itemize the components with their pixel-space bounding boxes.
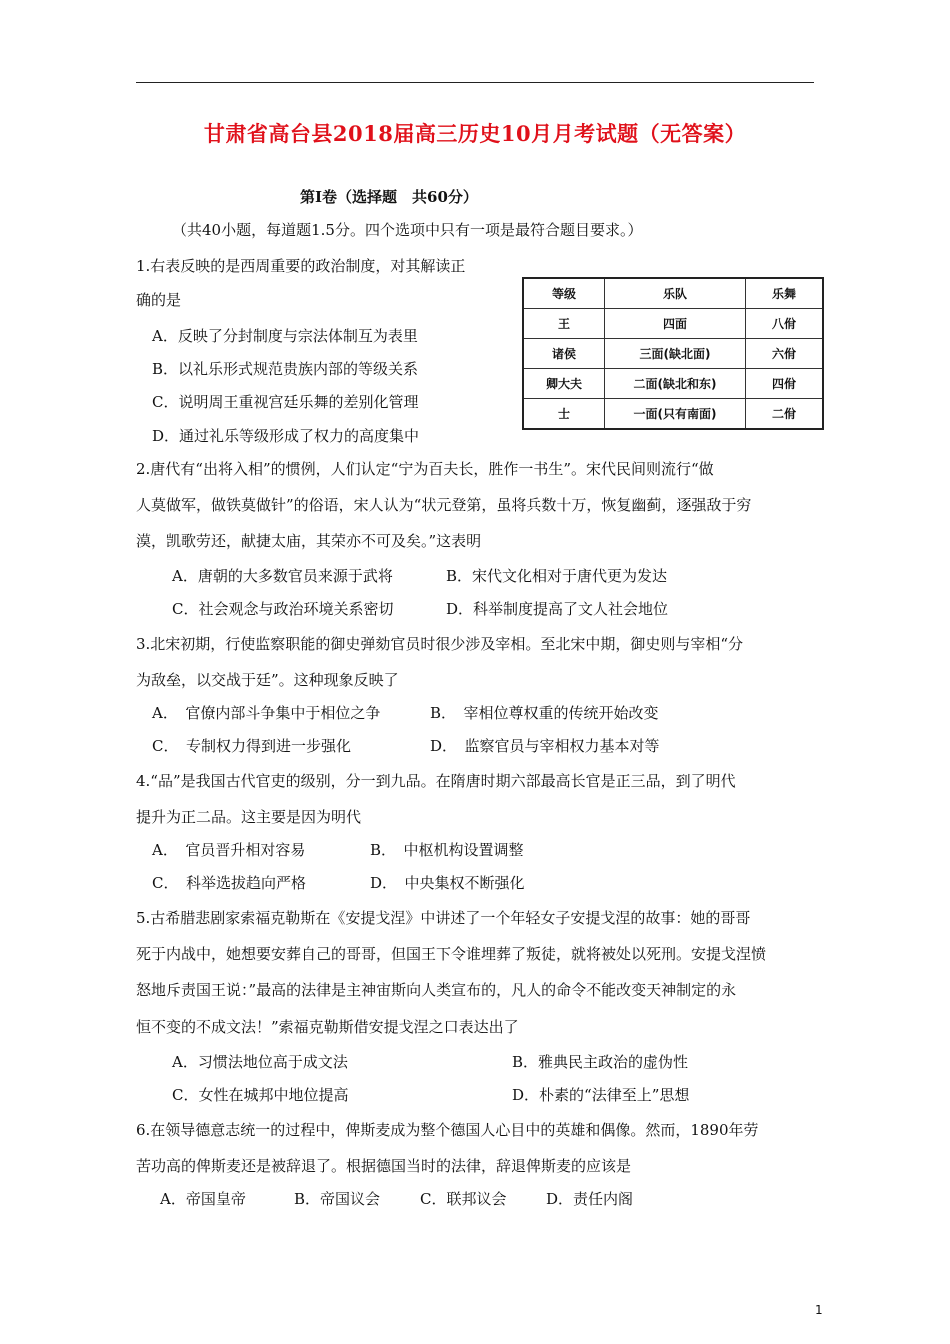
q2-option-d: D．科举制度提高了文人社会地位 [446,600,669,618]
q1-option-c: C．说明周王重视宫廷乐舞的差别化管理 [152,393,419,411]
q3-option-c: C． 专制权力得到进一步强化 [152,737,351,755]
q5-stem-line4: 恒不变的不成文法！”索福克勒斯借安提戈涅之口表达出了 [136,1018,519,1036]
q3-option-d: D． 监察官员与宰相权力基本对等 [430,737,660,755]
table-row [523,339,823,369]
q2-stem-line2: 人莫做军，做铁莫做针”的俗语，宋人认为“状元登第，虽将兵数十万，恢复幽蓟，逐强敌于穷 [136,496,752,514]
table-cell: 王 [523,309,605,339]
q1-stem-line1: 1.右表反映的是西周重要的政治制度，对其解读正 [136,257,466,275]
q5-option-d: D．朴素的“法律至上”思想 [512,1086,690,1104]
q2-option-b: B．宋代文化相对于唐代更为发达 [446,567,668,585]
q5-option-b: B．雅典民主政治的虚伪性 [512,1053,689,1071]
table-header-cell: 乐队 [605,278,746,309]
table-cell: 一面(只有南面) [605,399,746,430]
q4-option-c: C． 科举选拔趋向严格 [152,874,306,892]
q6-stem-line1: 6.在领导德意志统一的过程中，俾斯麦成为整个德国人心目中的英雄和偶像。然而，1890年劳 [136,1121,759,1139]
section-heading: 第Ⅰ卷（选择题 共60分） [300,188,478,206]
table-row [523,369,823,399]
q2-option-a: A．唐朝的大多数官员来源于武将 [172,567,393,585]
page-number: 1 [815,1303,823,1317]
table-cell: 诸侯 [523,339,605,369]
q3-option-b: B． 宰相位尊权重的传统开始改变 [430,704,659,722]
q4-stem-line1: 4.“品”是我国古代官吏的级别，分一到九品。在隋唐时期六部最高长官是正三品，到了明代 [136,772,736,790]
q1-option-d: D．通过礼乐等级形成了权力的高度集中 [152,427,420,445]
table-cell: 六佾 [746,339,824,369]
table-cell: 二面(缺北和东) [605,369,746,399]
page-title: 甘肃省高台县2018届高三历史10月月考试题（无答案） [203,121,747,146]
q6-option-c: C．联邦议会 [420,1190,507,1208]
q4-stem-line2: 提升为正二品。这主要是因为明代 [136,808,362,826]
q5-stem-line3: 怒地斥责国王说：”最高的法律是主神宙斯向人类宣布的，凡人的命令不能改变天神制定的永 [136,981,737,999]
q2-stem-line3: 漠，凯歌劳还，献捷太庙，其荣亦不可及矣。”这表明 [136,532,482,550]
table-cell: 八佾 [746,309,824,339]
table-header-cell: 乐舞 [746,278,824,309]
q6-option-d: D．责任内阁 [546,1190,634,1208]
q5-stem-line1: 5.古希腊悲剧家索福克勒斯在《安提戈涅》中讲述了一个年轻女子安提戈涅的故事：她的哥哥 [136,909,751,927]
rites-table [522,277,824,430]
q4-option-a: A． 官员晋升相对容易 [152,841,306,859]
table-cell: 四面 [605,309,746,339]
q1-option-a: A．反映了分封制度与宗法体制互为表里 [152,327,418,345]
q3-stem-line1: 3.北宋初期，行使监察职能的御史弹劾官员时很少涉及宰相。至北宋中期，御史则与宰相“分 [136,635,743,653]
instructions: （共40小题，每道题1.5分。四个选项中只有一项是最符合题目要求。） [172,221,643,239]
q2-option-c: C．社会观念与政治环境关系密切 [172,600,394,618]
table-cell: 三面(缺北面) [605,339,746,369]
table-row [523,309,823,339]
table-header-row [523,278,823,309]
table-cell: 二佾 [746,399,824,430]
q6-option-b: B．帝国议会 [294,1190,381,1208]
table-cell: 卿大夫 [523,369,605,399]
q6-option-a: A．帝国皇帝 [160,1190,246,1208]
table-header-cell: 等级 [523,278,605,309]
q4-option-b: B． 中枢机构设置调整 [370,841,524,859]
q5-stem-line2: 死于内战中，她想要安葬自己的哥哥，但国王下令谁埋葬了叛徒，就将被处以死刑。安提戈涅愤 [136,945,767,963]
table-cell: 四佾 [746,369,824,399]
table-row [523,399,823,430]
q1-option-b: B．以礼乐形式规范贵族内部的等级关系 [152,360,419,378]
q2-stem-line1: 2.唐代有“出将入相”的惯例，人们认定“宁为百夫长，胜作一书生”。宋代民间则流行“做 [136,460,714,478]
header-rule [136,82,814,83]
q3-option-a: A． 官僚内部斗争集中于相位之争 [152,704,381,722]
q3-stem-line2: 为敌垒，以交战于廷”。这种现象反映了 [136,671,399,689]
q1-stem-line2: 确的是 [136,291,182,309]
q6-stem-line2: 苦功高的俾斯麦还是被辞退了。根据德国当时的法律，辞退俾斯麦的应该是 [136,1157,632,1175]
q5-option-c: C．女性在城邦中地位提高 [172,1086,349,1104]
q4-option-d: D． 中央集权不断强化 [370,874,525,892]
q5-option-a: A．习惯法地位高于成文法 [172,1053,348,1071]
table-cell: 士 [523,399,605,430]
